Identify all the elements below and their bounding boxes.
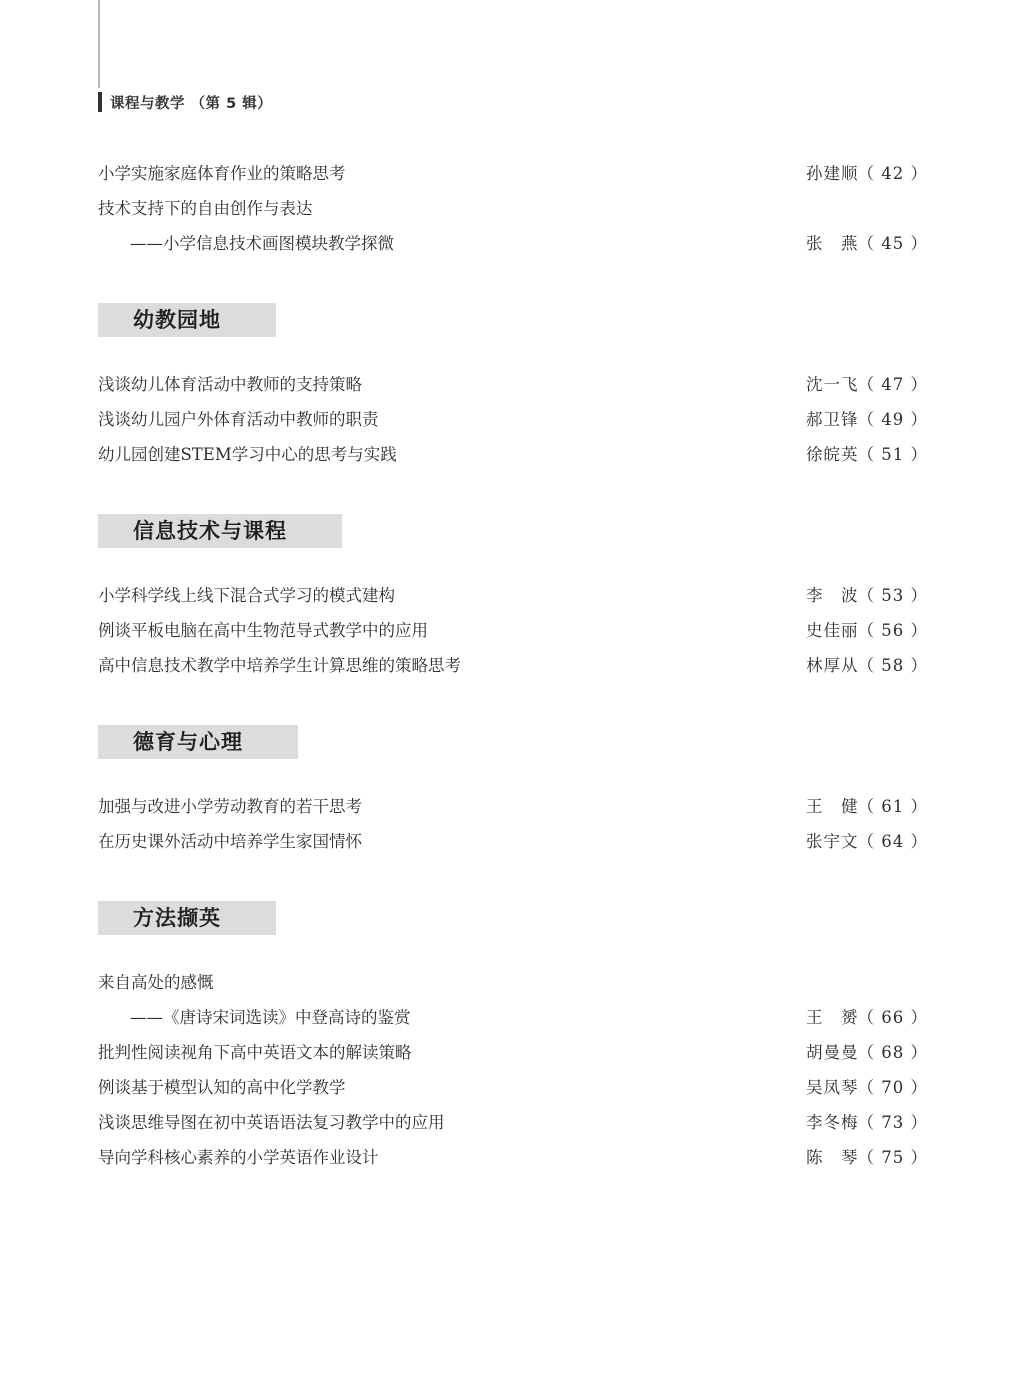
- toc-entry[interactable]: [98, 824, 928, 859]
- entry-author: 张宇文: [806, 832, 859, 851]
- entry-page-number: （ 49 ）: [857, 410, 928, 429]
- toc-entry[interactable]: [98, 613, 928, 648]
- entry-author: 王 健: [806, 797, 859, 816]
- entry-title: 例谈基于模型认知的高中化学教学: [98, 1078, 346, 1097]
- entry-author: 吴凤琴: [806, 1078, 859, 1097]
- entry-title: 小学实施家庭体育作业的策略思考: [98, 164, 346, 183]
- entry-page-number: （ 70 ）: [857, 1078, 928, 1097]
- entry-title: 浅谈幼儿体育活动中教师的支持策略: [98, 375, 362, 394]
- entry-author: 徐皖英: [806, 445, 859, 464]
- entry-title: 批判性阅读视角下高中英语文本的解读策略: [98, 1043, 412, 1062]
- entry-author: 史佳丽: [806, 621, 859, 640]
- entry-title: 浅谈思维导图在初中英语语法复习教学中的应用: [98, 1113, 445, 1132]
- entry-page-number: （ 56 ）: [857, 621, 928, 640]
- toc-entry[interactable]: [98, 1035, 928, 1070]
- entry-author: 张 燕: [806, 234, 859, 253]
- toc-entry[interactable]: [98, 1000, 928, 1035]
- entry-author: 李 波: [806, 586, 859, 605]
- entry-page-number: （ 61 ）: [857, 797, 928, 816]
- entry-title: 技术支持下的自由创作与表达: [98, 199, 313, 218]
- entry-author: 胡曼曼: [806, 1043, 859, 1062]
- entry-author: 孙建顺: [806, 164, 859, 183]
- entry-page-number: （ 58 ）: [857, 656, 928, 675]
- entry-page-number: （ 42 ）: [857, 164, 928, 183]
- entry-title: 来自高处的感慨: [98, 973, 214, 992]
- header-marker: [98, 92, 102, 112]
- toc-entry[interactable]: [98, 789, 928, 824]
- toc-entry[interactable]: [98, 191, 928, 226]
- entry-page-number: （ 73 ）: [857, 1113, 928, 1132]
- table-of-contents: [98, 156, 928, 1175]
- entry-author: 沈一飞: [806, 375, 859, 394]
- entry-title: 高中信息技术教学中培养学生计算思维的策略思考: [98, 656, 461, 675]
- entry-page-number: （ 64 ）: [857, 832, 928, 851]
- toc-entry[interactable]: [98, 367, 928, 402]
- section-heading: 幼教园地: [98, 303, 276, 337]
- toc-entry[interactable]: [98, 402, 928, 437]
- entry-title: 例谈平板电脑在高中生物范导式教学中的应用: [98, 621, 428, 640]
- entry-title: 小学科学线上线下混合式学习的模式建构: [98, 586, 395, 605]
- toc-entry[interactable]: [98, 156, 928, 191]
- entry-page-number: （ 75 ）: [857, 1148, 928, 1167]
- section-heading: 信息技术与课程: [98, 514, 342, 548]
- entry-page-number: （ 51 ）: [857, 445, 928, 464]
- entry-title: 导向学科核心素养的小学英语作业设计: [98, 1148, 379, 1167]
- toc-entry[interactable]: [98, 578, 928, 613]
- entry-title: ——《唐诗宋词选读》中登高诗的鉴赏: [130, 1008, 411, 1027]
- entry-page-number: （ 47 ）: [857, 375, 928, 394]
- entry-title: ——小学信息技术画图模块教学探微: [130, 234, 394, 253]
- margin-rule: [98, 0, 100, 88]
- entry-author: 李冬梅: [806, 1113, 859, 1132]
- toc-sections: [98, 261, 928, 1175]
- toc-entry[interactable]: [98, 648, 928, 683]
- entry-author: 王 赟: [806, 1008, 859, 1027]
- running-header: [98, 92, 272, 112]
- toc-entry[interactable]: [98, 1140, 928, 1175]
- toc-entry[interactable]: [98, 226, 928, 261]
- entry-page-number: （ 53 ）: [857, 586, 928, 605]
- toc-entry[interactable]: [98, 1070, 928, 1105]
- entry-author: 林厚从: [806, 656, 859, 675]
- entry-page-number: （ 68 ）: [857, 1043, 928, 1062]
- entry-title: 浅谈幼儿园户外体育活动中教师的职责: [98, 410, 379, 429]
- toc-entry[interactable]: [98, 437, 928, 472]
- entry-title: 在历史课外活动中培养学生家国情怀: [98, 832, 362, 851]
- entry-page-number: （ 66 ）: [857, 1008, 928, 1027]
- entry-title: 幼儿园创建STEM学习中心的思考与实践: [98, 445, 397, 464]
- toc-entry[interactable]: [98, 965, 928, 1000]
- entry-title: 加强与改进小学劳动教育的若干思考: [98, 797, 362, 816]
- section-heading: 方法撷英: [98, 901, 276, 935]
- running-title: 课程与教学 （第 5 辑）: [110, 95, 273, 112]
- toc-entry[interactable]: [98, 1105, 928, 1140]
- entry-author: 陈 琴: [806, 1148, 859, 1167]
- intro-entries: [98, 156, 928, 261]
- section-heading: 德育与心理: [98, 725, 298, 759]
- entry-author: 郝卫锋: [806, 410, 859, 429]
- entry-page-number: （ 45 ）: [857, 234, 928, 253]
